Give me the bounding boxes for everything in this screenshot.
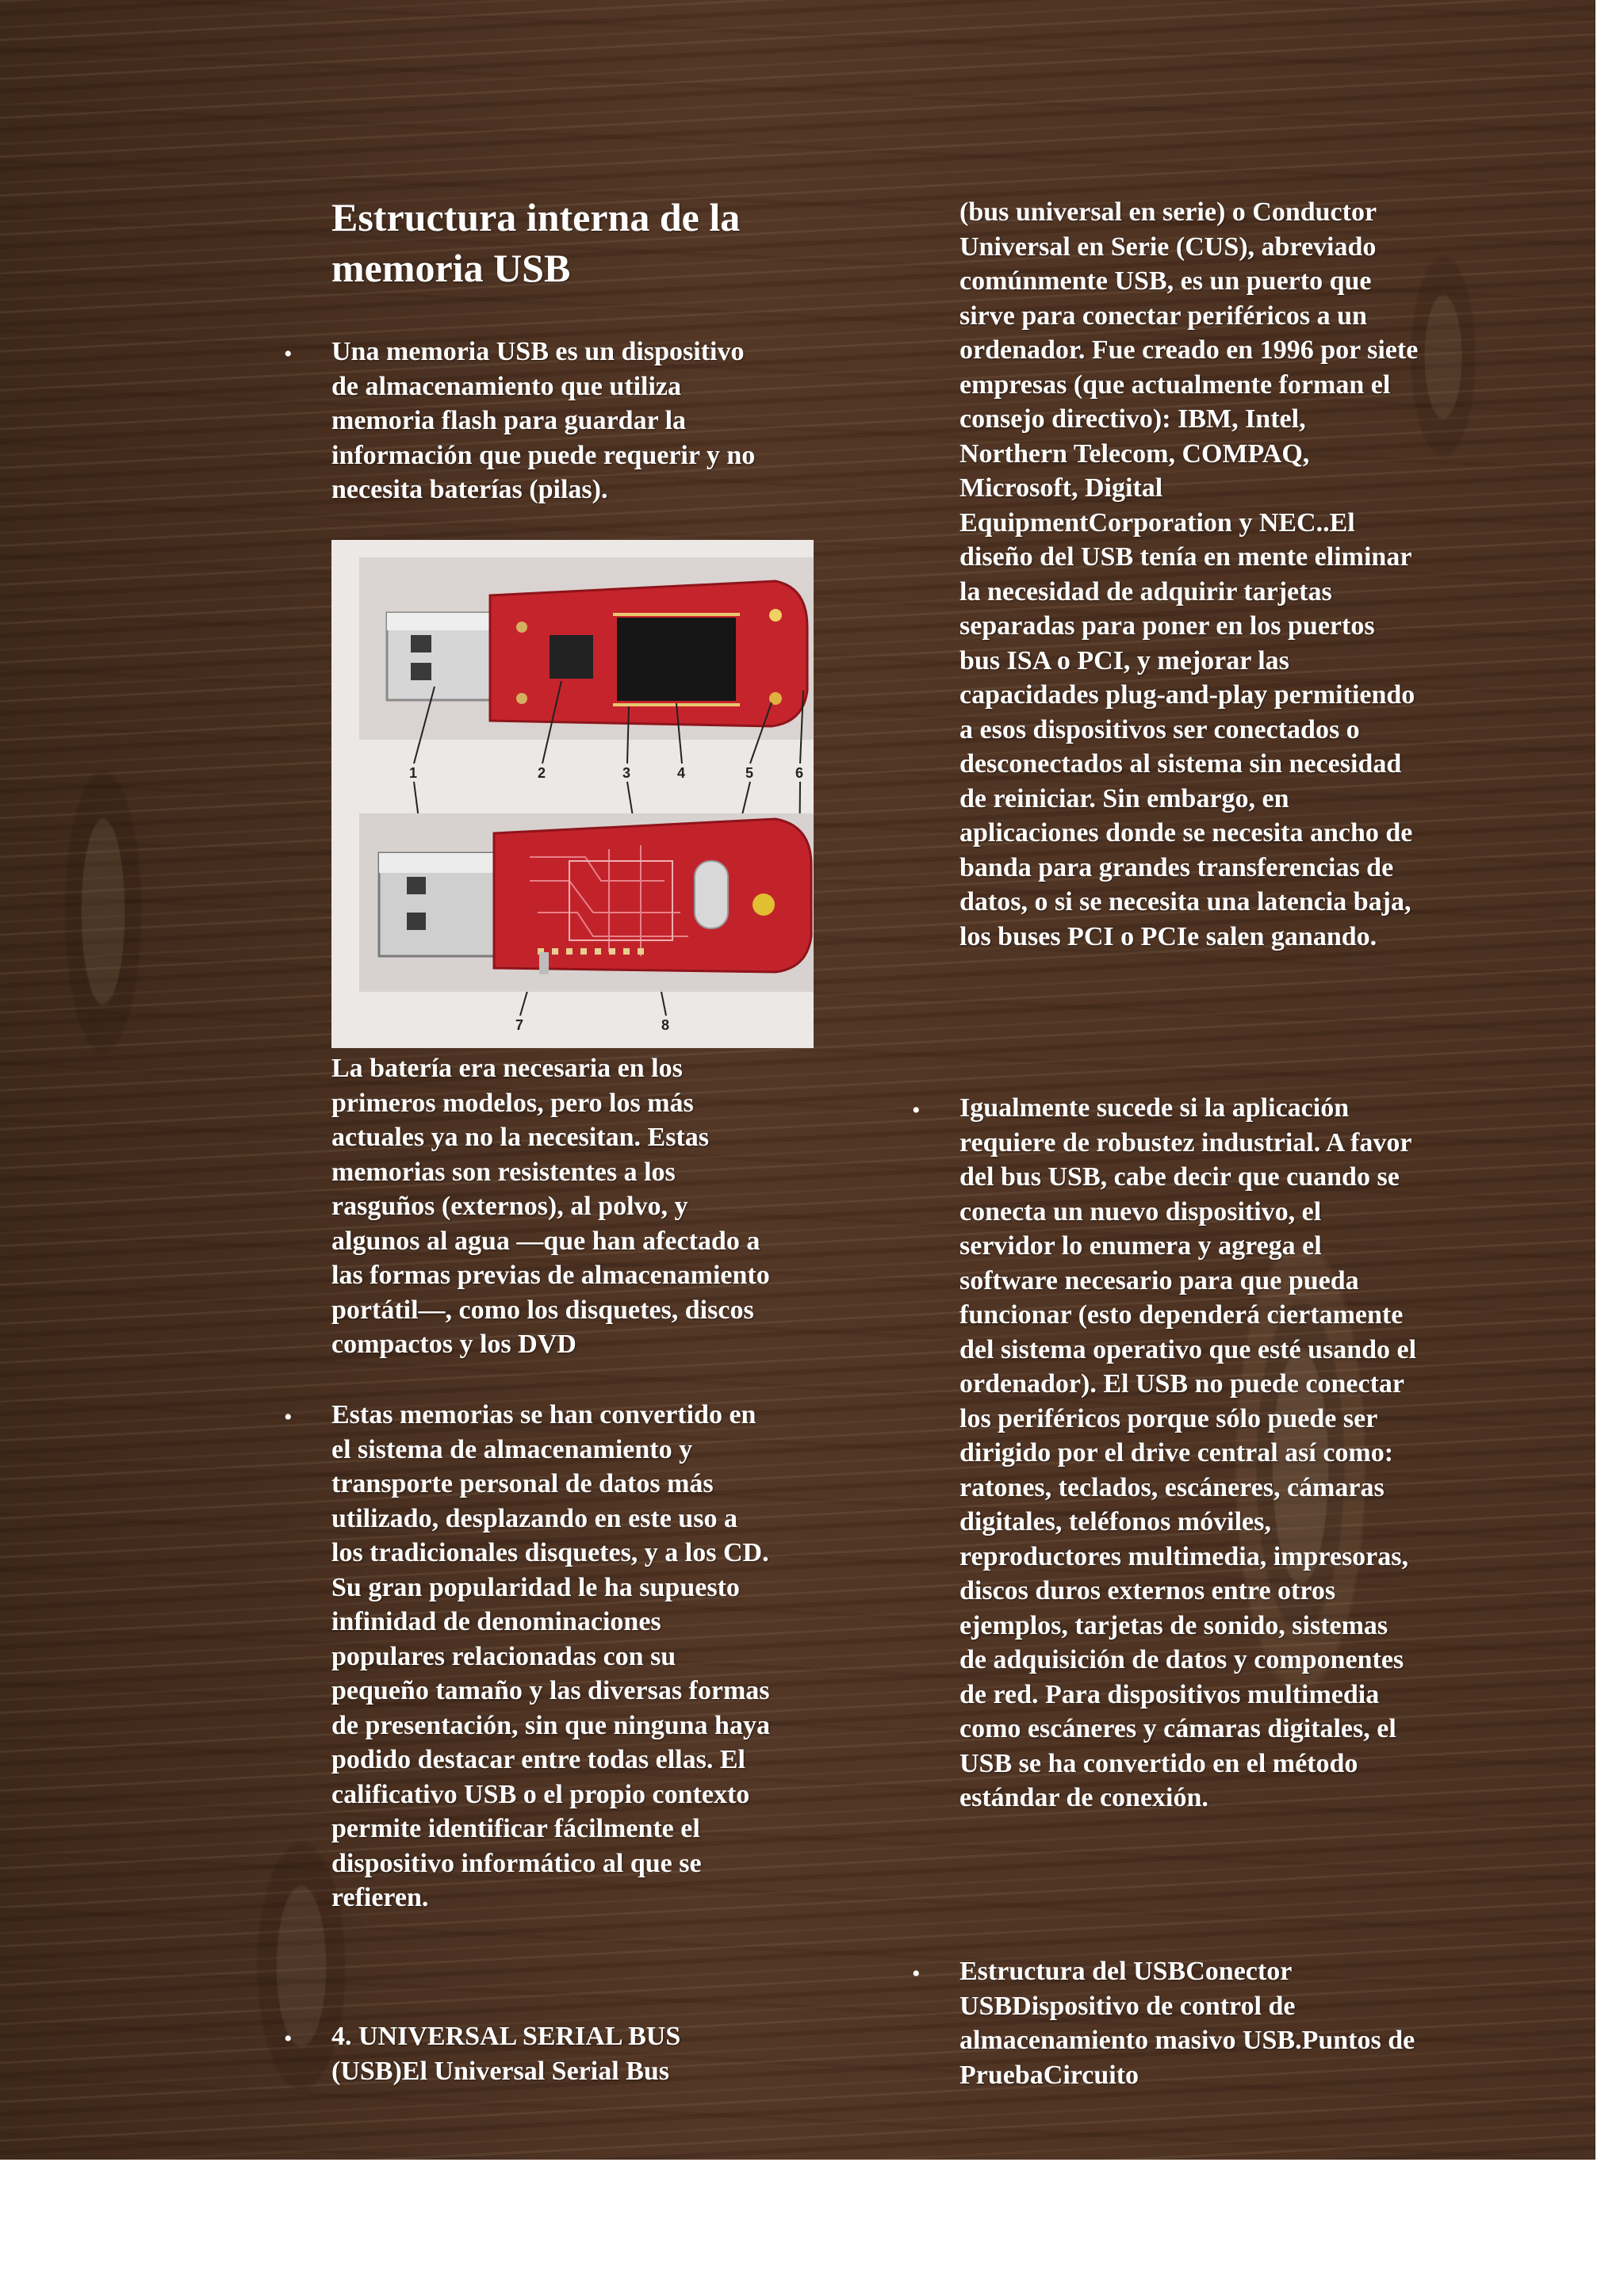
bullet-icon: •: [912, 1097, 921, 1123]
left-paragraph-usb-definition: Una memoria USB es un dispositivo de almacenamiento que utiliza memoria flash para guardar la información que puede requerir y no necesita baterías (pilas).: [331, 337, 756, 504]
figure-label-2: 2: [538, 765, 546, 781]
right-paragraph-structure: Estructura del USBConector USBDispositivo de control de almacenamiento masivo USB.Puntos de PruebaCircuito: [959, 1957, 1415, 2090]
figure-label-6: 6: [795, 765, 804, 781]
figure-label-4: 4: [677, 765, 686, 781]
usb-internals-photo: [331, 540, 814, 1048]
top-usb-connector: [387, 613, 494, 700]
figure-label-8: 8: [661, 1017, 670, 1033]
left-paragraph-usb-heading: 4. UNIVERSAL SERIAL BUS (USB)El Universal Serial Bus: [331, 2022, 681, 2086]
left-paragraph-battery: La batería era necesaria en los primeros modelos, pero los más actuales ya no la necesitan. Estas memorias son resistentes a los rasguños (externos), al polvo, y algunos al agua —que han afectado a las formas previas de almacenamiento portátil—, como los disquetes, discos compactos y los DVD: [331, 1054, 770, 1359]
bottom-usb-connector: [379, 853, 498, 956]
usb-circuit-board-image: [331, 540, 814, 1048]
figure-label-1: 1: [409, 765, 418, 781]
figure-label-3: 3: [622, 765, 631, 781]
document-title: Estructura interna de la memoria USB: [331, 195, 741, 290]
bullet-icon: •: [912, 1961, 921, 1987]
bullet-icon: •: [284, 1404, 293, 1430]
left-paragraph-popularity: Estas memorias se han convertido en el sistema de almacenamiento y transporte personal de datos más utilizado, desplazando en este uso a los tradicionales disquetes, y a los CD. Su gran popularidad le ha supuesto infinidad de denominaciones populares relacionadas con su pequeño tamaño y las diversas formas de presentación, sin que ninguna haya podido destacar entre todas ellas. El calificativo USB o el propio contexto permite identificar fácilmente el dispositivo informático al que se refieren.: [331, 1400, 770, 1912]
bullet-icon: •: [284, 2026, 293, 2052]
right-paragraph-usb-history: (bus universal en serie) o Conductor Universal en Serie (CUS), abreviado comúnmente USB, es un puerto que sirve para conectar periféricos a un ordenador. Fue creado en 1996 por siete empresas (que actualmente forman el consejo directivo): IBM, Intel, Northern Telecom, COMPAQ, Microsoft, Digital EquipmentCorporation y NEC..El diseño del USB tenía en mente eliminar la necesidad de adquirir tarjetas separadas para poner en los puertos bus ISA o PCI, y mejorar las capacidades plug-and-play permitiendo a esos dispositivos ser conectados o desconectados al sistema sin necesidad de reiniciar. Sin embargo, en aplicaciones donde se necesita ancho de banda para grandes transferencias de datos, o si se necesita una latencia baja, los buses PCI o PCIe salen ganando.: [959, 197, 1419, 951]
right-paragraph-robustness: Igualmente sucede si la aplicación requiere de robustez industrial. A favor del bus USB, cabe decir que cuando se conecta un nuevo dispositivo, el servidor lo enumera y agrega el software necesario para que pueda funcionar (esto dependerá ciertamente del sistema operativo que esté usando el ordenador). El USB no puede conectar los periféricos porque sólo puede ser dirigido por el drive central así como: ratones, teclados, escáneres, cámaras digitales, teléfonos móviles, reproductores multimedia, impresoras, discos duros externos entre otros ejemplos, tarjetas de sonido, sistemas de adquisición de datos y componentes de red. Para dispositivos multimedia como escáneres y cámaras digitales, el USB se ha convertido en el método estándar de conexión.: [959, 1093, 1417, 1812]
figure-label-5: 5: [745, 765, 754, 781]
bullet-icon: •: [284, 341, 293, 367]
figure-label-7: 7: [515, 1017, 524, 1033]
